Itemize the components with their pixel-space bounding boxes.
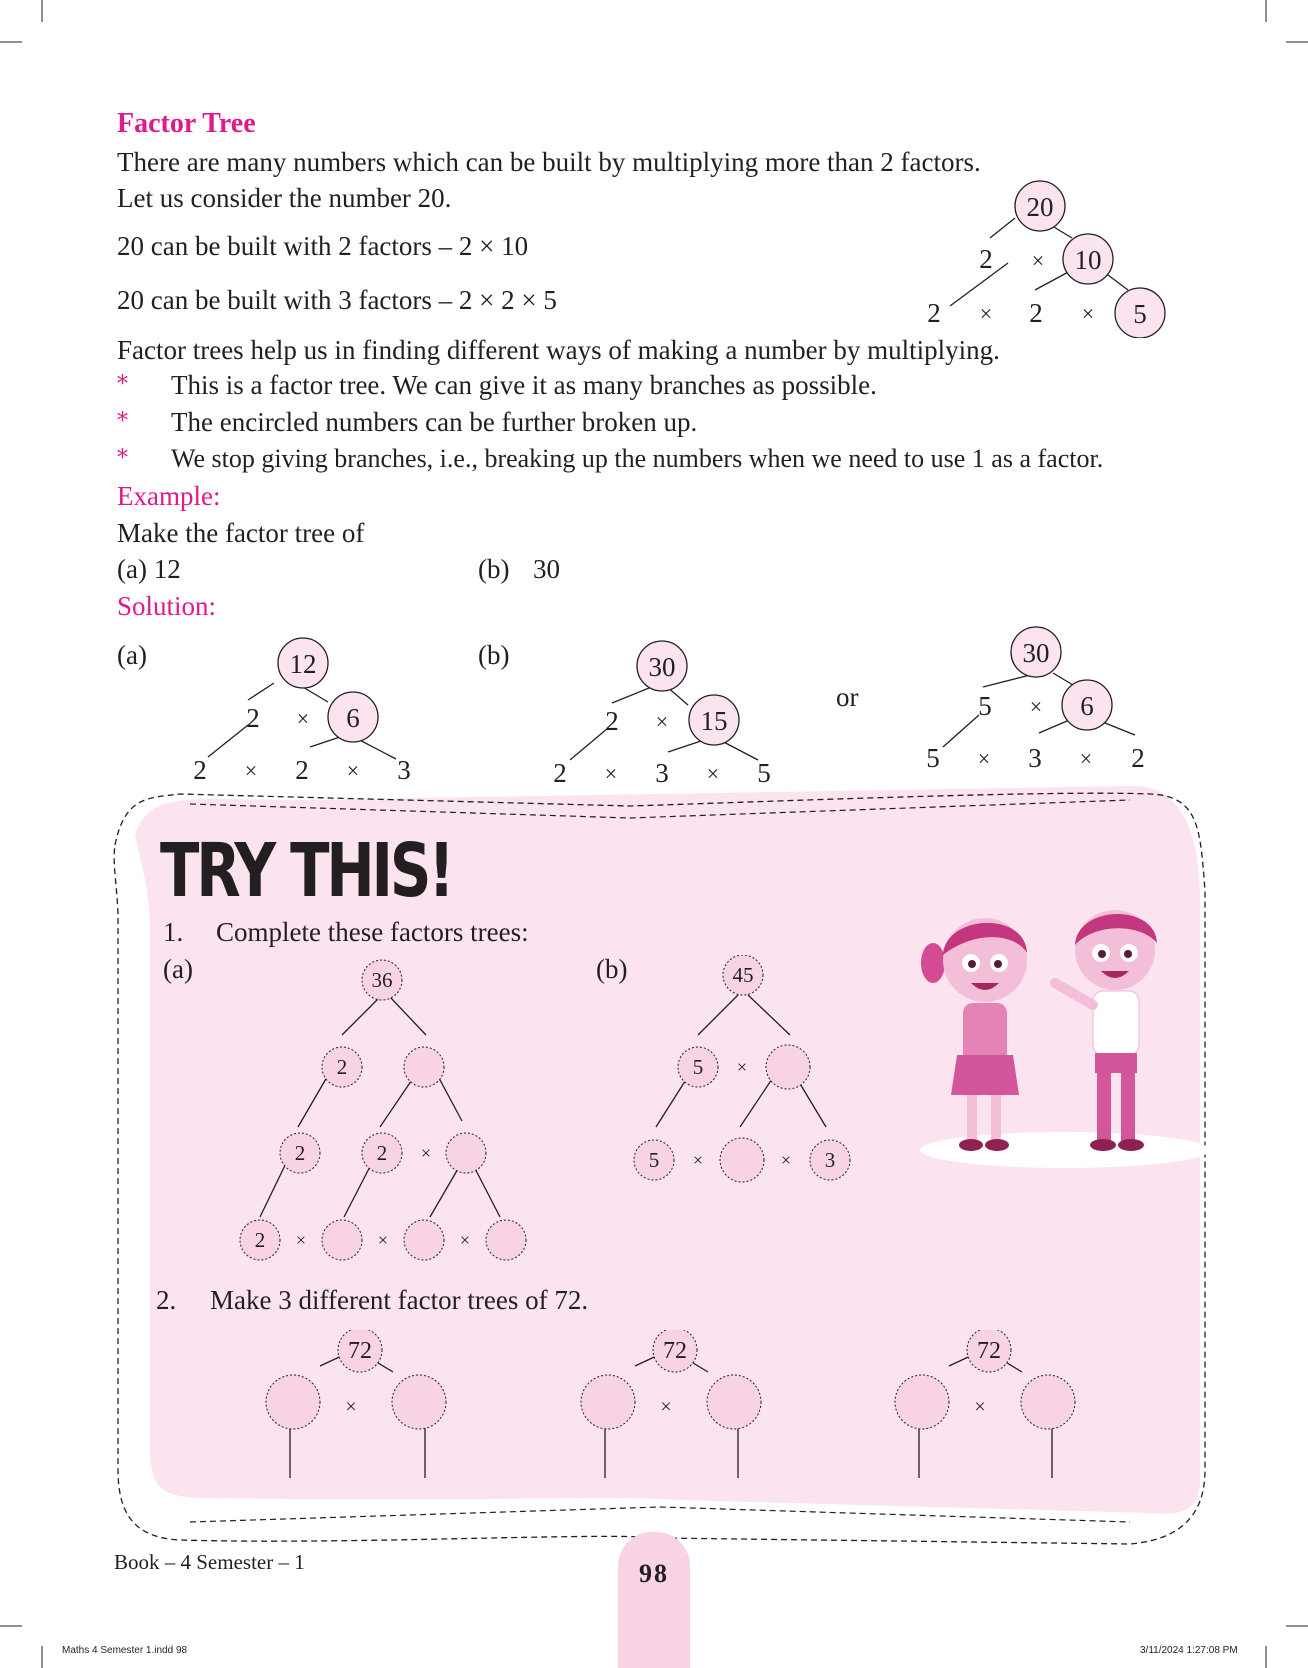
solution-a-label: (a) — [117, 640, 147, 670]
tree-node: 10 — [1074, 245, 1102, 275]
tree-node: 2 — [295, 755, 309, 785]
bullet-item: The encircled numbers can be further broken up. — [171, 407, 698, 437]
factor-tree-72-3 — [884, 1330, 1084, 1490]
times-symbol: × — [1079, 746, 1093, 771]
tree-node: 3 — [397, 755, 411, 785]
times-symbol: × — [780, 1150, 792, 1170]
times-symbol: × — [295, 1230, 307, 1250]
two-factors-line: 20 can be built with 2 factors – 2 × 10 — [117, 231, 529, 261]
times-symbol: × — [660, 1396, 672, 1418]
tree-node: 5 — [978, 691, 992, 721]
book-info: Book – 4 Semester – 1 — [114, 1550, 305, 1574]
tree-node: 5 — [757, 758, 771, 788]
tree-node: 3 — [655, 758, 669, 788]
times-symbol: × — [420, 1143, 432, 1163]
example-label: Example: — [117, 481, 221, 511]
times-symbol: × — [1031, 248, 1045, 273]
bullet-marker: * — [117, 409, 128, 434]
factor-tree-12 — [178, 635, 438, 795]
try-this-title: TRY THIS! — [160, 828, 452, 914]
times-symbol: × — [296, 706, 310, 731]
tree-node: 2 — [1131, 743, 1145, 773]
bullet-marker: * — [117, 446, 128, 471]
factor-tree-36 — [230, 955, 540, 1275]
times-symbol: × — [244, 758, 258, 783]
timestamp: 3/11/2024 1:27:08 PM — [1140, 1645, 1238, 1656]
tree-node: 2 — [979, 244, 993, 274]
times-symbol: × — [604, 761, 618, 786]
times-symbol: × — [979, 301, 993, 326]
times-symbol: × — [1029, 694, 1043, 719]
page-number: 98 — [639, 1559, 669, 1588]
tree-node: 5 — [648, 1148, 660, 1172]
intro-line-2: Let us consider the number 20. — [117, 183, 452, 213]
factor-tree-30-a — [540, 638, 800, 798]
tree-node: 3 — [824, 1148, 836, 1172]
q2-text: Make 3 different factor trees of 72. — [210, 1285, 589, 1315]
tree-node: 36 — [371, 968, 393, 992]
example-part-b-value: 30 — [533, 554, 560, 584]
tree-node: 45 — [732, 963, 754, 987]
q1-text: Complete these factors trees: — [216, 917, 529, 947]
girl-illustration — [921, 918, 1027, 1151]
tree-node: 72 — [348, 1338, 372, 1364]
solution-b-label: (b) — [478, 640, 510, 670]
or-label: or — [836, 682, 859, 712]
tree-node: 6 — [1080, 691, 1094, 721]
tree-node: 2 — [605, 706, 619, 736]
tree-node: 5 — [692, 1055, 704, 1079]
q1-part-a: (a) — [163, 954, 193, 984]
factor-tree-72-2 — [570, 1330, 770, 1490]
three-factors-line: 20 can be built with 3 factors – 2 × 2 × 5 — [117, 285, 557, 315]
bullet-item: This is a factor tree. We can give it as many branches as possible. — [171, 370, 877, 400]
tree-node: 2 — [927, 298, 941, 328]
tree-node: 2 — [254, 1228, 266, 1252]
times-symbol: × — [977, 746, 991, 771]
tree-node: 2 — [376, 1141, 388, 1165]
tree-node: 6 — [346, 703, 360, 733]
tree-node: 12 — [289, 649, 317, 679]
page-number-tab — [618, 1532, 690, 1668]
times-symbol: × — [345, 1396, 357, 1418]
times-symbol: × — [974, 1396, 986, 1418]
tree-node: 3 — [1028, 743, 1042, 773]
tree-node: 15 — [700, 706, 728, 736]
tree-node: 20 — [1026, 192, 1054, 222]
times-symbol: × — [346, 758, 360, 783]
factor-tree-45 — [628, 955, 868, 1195]
tree-node: 72 — [663, 1338, 687, 1364]
times-symbol: × — [377, 1230, 389, 1250]
solution-label: Solution: — [117, 591, 217, 621]
tree-node: 2 — [553, 758, 567, 788]
tree-node: 72 — [977, 1338, 1001, 1364]
q1-part-b: (b) — [596, 954, 628, 984]
times-symbol: × — [1081, 301, 1095, 326]
boy-illustration — [1055, 910, 1157, 1151]
tree-node: 2 — [193, 755, 207, 785]
times-symbol: × — [459, 1230, 471, 1250]
tree-node: 30 — [1022, 638, 1050, 668]
bullet-item: We stop giving branches, i.e., breaking up the numbers when we need to use 1 as a factor. — [171, 444, 1104, 473]
tree-node: 2 — [294, 1141, 306, 1165]
example-part-b-label: (b) — [478, 554, 510, 584]
intro-line-1: There are many numbers which can be built by multiplying more than 2 factors. — [117, 147, 981, 177]
file-info: Maths 4 Semester 1.indd 98 — [62, 1645, 188, 1656]
tree-node: 2 — [336, 1055, 348, 1079]
times-symbol: × — [706, 761, 720, 786]
times-symbol: × — [692, 1150, 704, 1170]
times-symbol: × — [736, 1057, 748, 1077]
bullet-marker: * — [117, 372, 128, 397]
tree-node: 5 — [1133, 299, 1147, 329]
section-title: Factor Tree — [117, 108, 256, 139]
q1-number: 1. — [163, 917, 184, 947]
tree-node: 2 — [246, 703, 260, 733]
children-illustration — [915, 905, 1215, 1170]
factor-tree-72-1 — [255, 1330, 455, 1490]
factor-tree-30-b — [913, 625, 1173, 785]
times-symbol: × — [655, 709, 669, 734]
example-part-a: (a) 12 — [117, 554, 181, 584]
factor-tree-20 — [920, 178, 1180, 338]
q2-number: 2. — [156, 1285, 177, 1315]
purpose-line: Factor trees help us in finding different ways of making a number by multiplying. — [117, 335, 1000, 365]
example-prompt: Make the factor tree of — [117, 518, 365, 548]
tree-node: 30 — [648, 652, 676, 682]
tree-node: 2 — [1029, 298, 1043, 328]
tree-node: 5 — [926, 743, 940, 773]
